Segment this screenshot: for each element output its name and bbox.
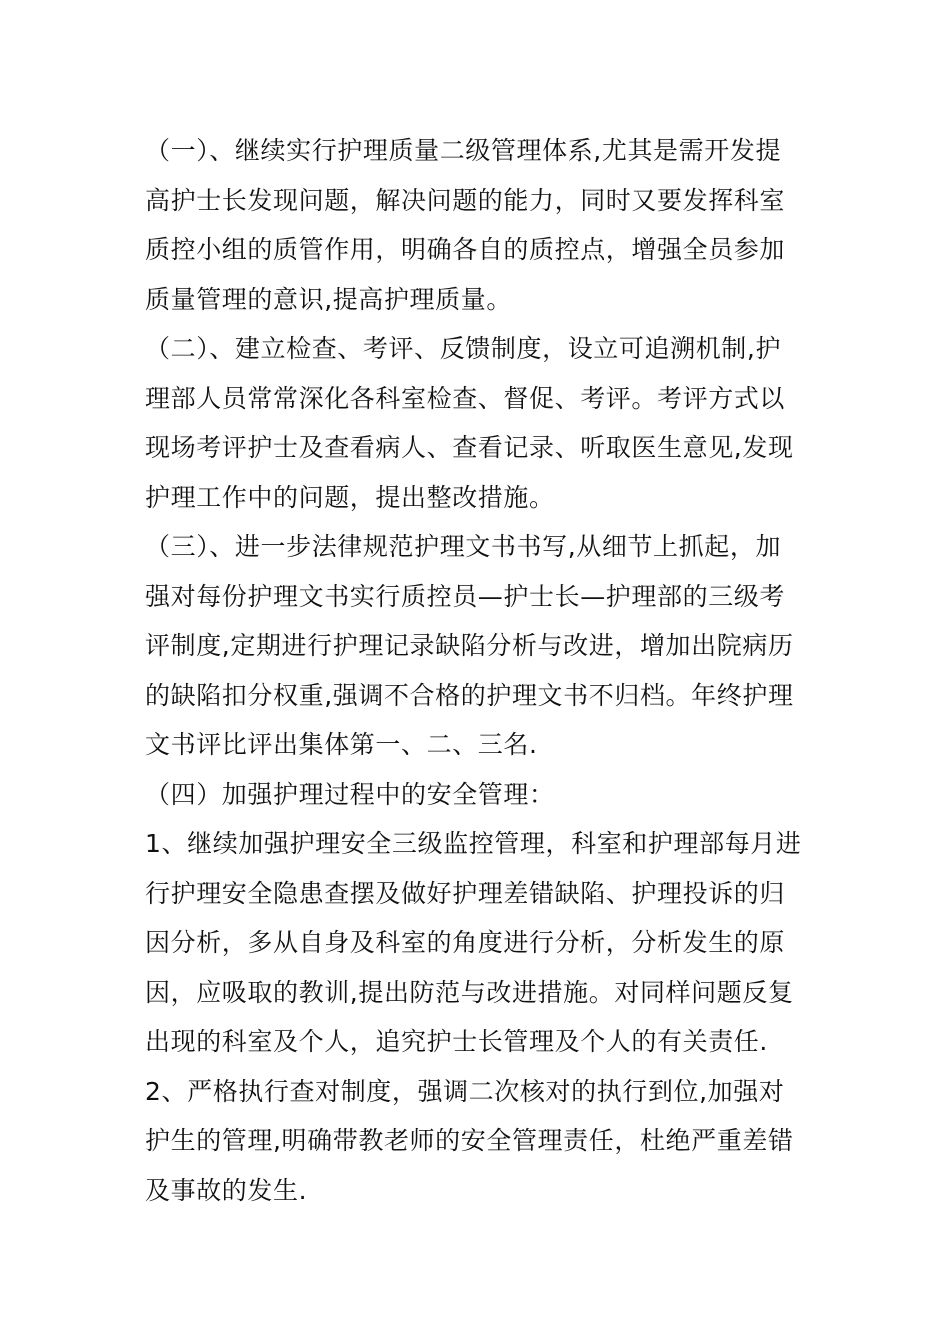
paragraph-item-1: 1、继续加强护理安全三级监控管理，科室和护理部每月进行护理安全隐患查摆及做好护理差错缺陷、护理投诉的归因分析，多从自身及科室的角度进行分析，分析发生的原因，应吸取的教训,提出防范与改进措施。对同样问题反复出现的科室及个人，追究护士长管理及个人的有关责任. (145, 829, 802, 1056)
document-body (145, 126, 805, 1215)
paragraph-section-4-heading: （四）加强护理过程中的安全管理： (145, 779, 555, 809)
paragraph-section-2: （二）、建立检查、考评、反馈制度，设立可追溯机制,护理部人员常常深化各科室检查、督促、考评。考评方式以现场考评护士及查看病人、查看记录、听取医生意见,发现护理工作中的问题，提出整改措施。 (145, 334, 794, 512)
paragraph-item-2: 2、严格执行查对制度，强调二次核对的执行到位,加强对护生的管理,明确带教老师的安全管理责任，杜绝严重差错及事故的发生. (145, 1076, 794, 1205)
paragraph-section-1: （一）、继续实行护理质量二级管理体系,尤其是需开发提高护士长发现问题，解决问题的能力，同时又要发挥科室质控小组的质管作用，明确各自的质控点，增强全员参加质量管理的意识,提高护理质量。 (145, 136, 786, 314)
paragraph-section-3: （三）、进一步法律规范护理文书书写,从细节上抓起，加强对每份护理文书实行质控员—护士长—护理部的三级考评制度,定期进行护理记录缺陷分析与改进，增加出院病历的缺陷扣分权重,强调不合格的护理文书不归档。年终护理文书评比评出集体第一、二、三名. (145, 532, 794, 759)
